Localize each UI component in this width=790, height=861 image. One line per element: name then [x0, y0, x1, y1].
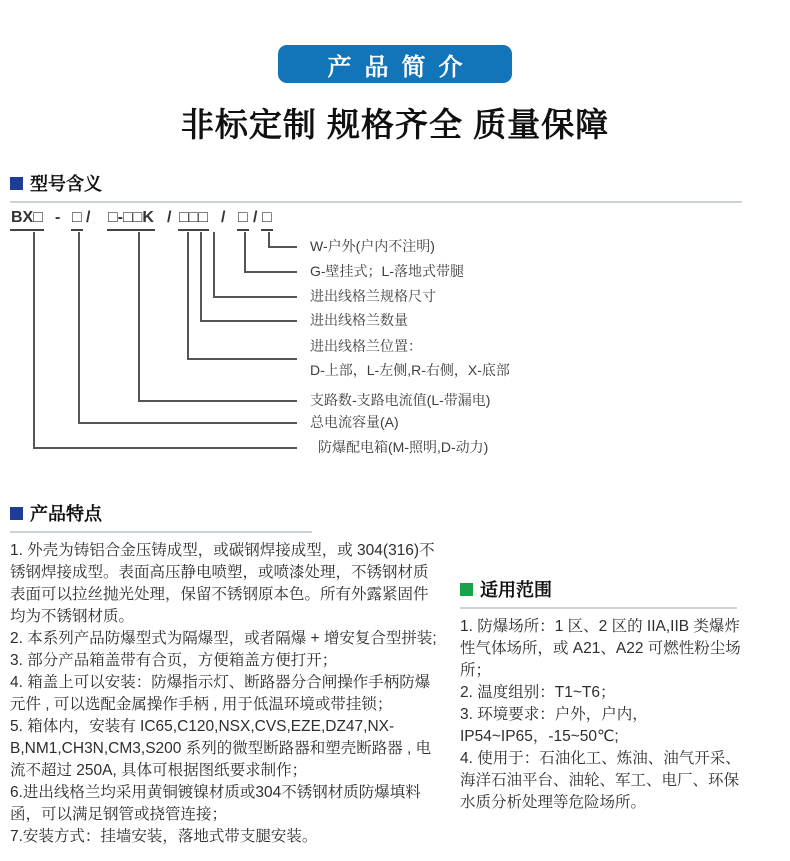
page-title: 非标定制 规格齐全 质量保障 — [180, 106, 610, 143]
connector-line — [200, 232, 202, 322]
features-section-header — [10, 500, 312, 533]
connector-line — [33, 232, 35, 449]
feature-item: 6.进出线格兰均采用黄铜镀镍材质或304不锈钢材质防爆填料函，可以满足钢管或挠管连接； — [10, 784, 421, 823]
scope-section — [460, 576, 750, 848]
model-label-outdoor: W-户外(户内不注明) — [310, 238, 435, 254]
model-part-separator: / — [86, 209, 91, 226]
model-part-box: □ — [71, 208, 83, 231]
blue-square-bullet-icon — [10, 507, 23, 520]
model-label-gland-count: 进出线格兰数量 — [310, 312, 408, 328]
model-label-gland-position: 进出线格兰位置： — [310, 338, 422, 354]
features-section-title: 产品特点 — [30, 504, 102, 524]
model-section-title: 型号含义 — [30, 174, 102, 194]
feature-item: 4. 箱盖上可以安装：防爆指示灯、断路器分合闸操作手柄防爆元件 , 可以选配金属操作手柄 , 用于低温环境或带挂锁； — [10, 674, 431, 713]
model-code-diagram — [10, 208, 782, 466]
connector-line — [78, 422, 297, 424]
model-code-row — [10, 208, 782, 232]
feature-item: 2. 本系列产品防爆型式为隔爆型，或者隔爆 + 增安复合型拼装; — [10, 630, 437, 647]
section-banner — [278, 45, 512, 83]
model-label-box-type: 防爆配电箱(M-照明,D-动力) — [318, 439, 489, 455]
model-part-separator: / — [167, 209, 172, 226]
connector-line — [213, 296, 297, 298]
scope-section-header — [460, 576, 737, 609]
model-part-box: □□□ — [178, 208, 209, 231]
connector-line — [213, 232, 215, 298]
banner-title: 产品简介 — [327, 53, 476, 81]
details-columns — [10, 500, 782, 848]
scope-section-title: 适用范围 — [480, 580, 552, 600]
connector-line — [244, 232, 246, 273]
model-part-separator: / — [221, 209, 226, 226]
model-label-mount-type: G-壁挂式；L-落地式带腿 — [310, 263, 464, 279]
model-label-gland-size: 进出线格兰规格尺寸 — [310, 288, 436, 304]
feature-item: 7.安装方式：挂墙安装，落地式带支腿安装。 — [10, 828, 318, 845]
feature-item: 1. 外壳为铸铝合金压铸成型，或碳钢焊接成型，或 304(316)不锈钢焊接成型。表面高压静电喷塑，或喷漆处理，不锈钢材质表面可以拉丝抛光处理，保留不锈钢原本色。所有外露紧固件均为不锈钢材质。 — [10, 542, 435, 625]
scope-item: 3. 环境要求：户外，户内，IP54~IP65，-15~50℃; — [460, 706, 648, 745]
model-label-total-current: 总电流容量(A) — [310, 414, 399, 430]
connector-line — [138, 400, 297, 402]
model-section-header — [10, 170, 742, 203]
model-part-prefix: BX□ — [10, 208, 44, 231]
connector-line — [200, 320, 297, 322]
connector-line — [268, 246, 297, 248]
blue-square-bullet-icon — [10, 177, 23, 190]
model-label-branch: 支路数-支路电流值(L-带漏电) — [310, 392, 491, 408]
scope-item: 2. 温度组别：T1~T6； — [460, 684, 616, 701]
green-square-bullet-icon — [460, 583, 473, 596]
connector-line — [187, 232, 189, 360]
model-part-box: □ — [237, 208, 249, 231]
connector-line — [78, 232, 80, 424]
connector-line — [244, 271, 297, 273]
features-section — [10, 500, 442, 848]
feature-item: 5. 箱体内，安装有 IC65,C120,NSX,CVS,EZE,DZ47,NX-B,NM1,CH3N,CM3,S200 系列的微型断路器和塑壳断路器 , 电流不超过 250A, 具体可根据图纸要求制作； — [10, 718, 432, 779]
model-label-position-codes: D-上部，L-左侧,R-右侧，X-底部 — [310, 362, 510, 378]
product-intro-page — [0, 45, 790, 861]
model-part-box: □-□□K — [107, 208, 155, 231]
connector-line — [187, 358, 297, 360]
model-meaning-section — [10, 170, 782, 466]
connector-line — [138, 232, 140, 402]
scope-list — [460, 616, 750, 814]
feature-item: 3. 部分产品箱盖带有合页，方便箱盖方便打开； — [10, 652, 338, 669]
model-part-separator: / — [253, 209, 258, 226]
scope-item: 1. 防爆场所：1 区、2 区的 IIA,IIB 类爆炸性气体场所，或 A21、A22 可燃性粉尘场所； — [460, 618, 741, 679]
model-part-separator: - — [55, 209, 61, 226]
features-list — [10, 540, 442, 848]
model-part-box: □ — [261, 208, 273, 231]
connector-line — [33, 447, 297, 449]
scope-item: 4. 使用于：石油化工、炼油、油气开采、海洋石油平台、油轮、军工、电厂、环保水质分析处理等危险场所。 — [460, 750, 741, 811]
